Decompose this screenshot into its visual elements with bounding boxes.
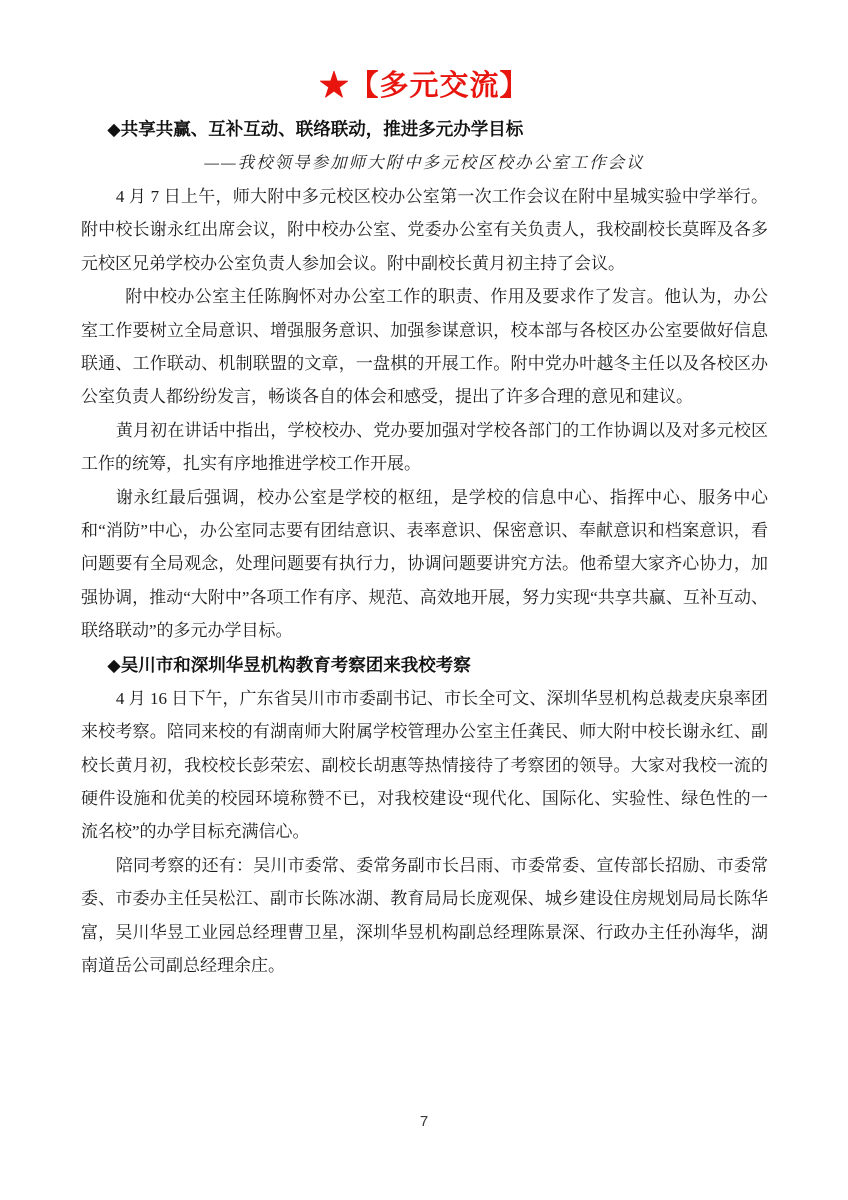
paragraph-visit-intro: 4 月 16 日下午，广东省吴川市市委副书记、市长全可文、深圳华昱机构总裁麦庆泉率团来校考察。陪同来校的有湖南师大附属学校管理办公室主任龚民、师大附中校长谢永红、副校长黄月初，我校校长彭荣宏、副校长胡惠等热情接待了考察团的领导。大家对我校一流的硬件设施和优美的校园环境称赞不已，对我校建设“现代化、国际化、实验性、绿色性的一流名校”的办学目标充满信心。 [81, 688, 768, 842]
page-title: ★【多元交流】 [319, 70, 530, 102]
paragraph-huang-remarks: 黄月初在讲话中指出，学校校办、党办要加强对学校各部门的工作协调以及对多元校区工作的统筹，扎实有序地推进学校工作开展。 [81, 420, 768, 474]
paragraph-visit-delegation: 陪同考察的还有：吴川市委常、委常务副市长吕雨、市委常委、宣传部长招励、市委常委、市委办主任吴松江、副市长陈冰湖、教育局局长庞观保、城乡建设住房规划局局长陈华富，吴川华昱工业园总经理曹卫星，深圳华昱机构副总经理陈景深、行政办主任孙海华，湖南道岳公司副总经理余庄。 [81, 855, 768, 975]
section-heading-wuchuan-visit: ◆吴川市和深圳华昱机构教育考察团来我校考察 [107, 654, 471, 675]
paragraph-xie-emphasis: 谢永红最后强调，校办公室是学校的枢纽，是学校的信息中心、指挥中心、服务中心和“消防”中心，办公室同志要有团结意识、表率意识、保密意识、奉献意识和档案意识，看问题要有全局观念，处理问题要有执行力，协调问题要讲究方法。他希望大家齐心协力，加强协调，推动“大附中”各项工作有序、规范、高效地开展，努力实现“共享共赢、互补互动、联络联动”的多元办学目标。 [81, 487, 768, 641]
section-wuchuan-inspection [81, 648, 768, 983]
section-heading-share-win: ◆共享共赢、互补互动、联络联动，推进多元办学目标 [107, 119, 524, 139]
section-subtitle: ——我校领导参加师大附中多元校区校办公室工作会议 [204, 153, 645, 172]
paragraph-meeting-intro: 4 月 7 日上午，师大附中多元校区校办公室第一次工作会议在附中星城实验中学举行。附中校长谢永红出席会议，附中校办公室、党委办公室有关负责人，我校副校长莫晖及各多元校区兄弟学校办公室负责人参加会议。附中副校长黄月初主持了会议。 [81, 187, 768, 273]
page-number: 7 [419, 1113, 429, 1130]
paragraph-chen-speech: 附中校办公室主任陈胸怀对办公室工作的职责、作用及要求作了发言。他认为，办公室工作要树立全局意识、增强服务意识、加强参谋意识，校本部与各校区办公室要做好信息联通、工作联动、机制联盟的文章，一盘棋的开展工作。附中党办叶越冬主任以及各校区办公室负责人都纷纷发言，畅谈各自的体会和感受，提出了许多合理的意见和建议。 [81, 287, 768, 407]
section-multi-campus-meeting [81, 112, 768, 648]
